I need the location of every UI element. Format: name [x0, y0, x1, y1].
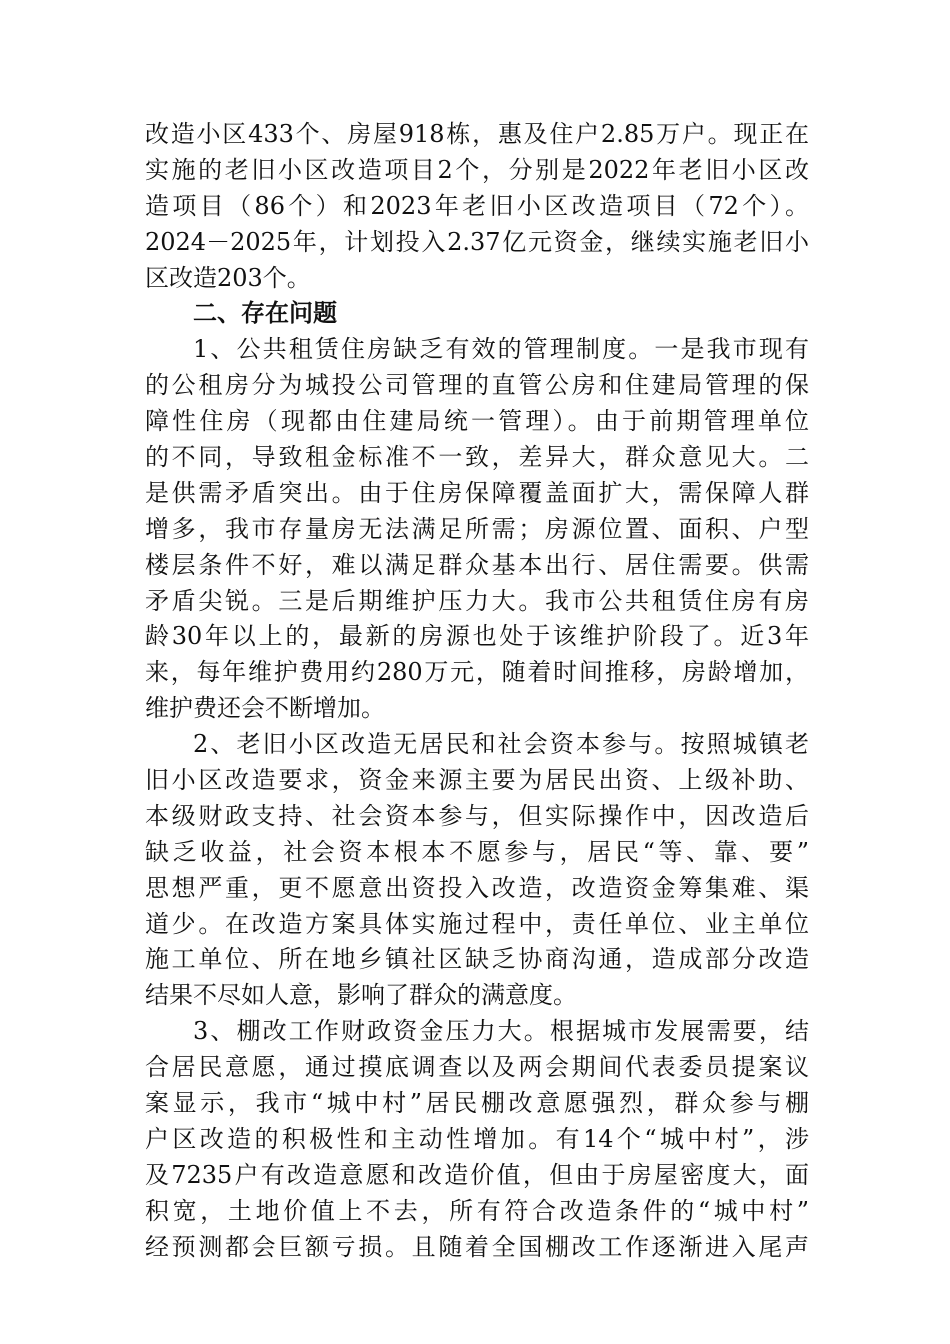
text-line: 施工单位、所在地乡镇社区缺乏协商沟通，造成部分改造: [145, 945, 809, 974]
text-line: 来，每年维护费用约280万元，随着时间推移，房龄增加，: [145, 658, 809, 687]
section-heading: 二、存在问题: [193, 299, 337, 328]
text-line: 旧小区改造要求，资金来源主要为居民出资、上级补助、: [145, 766, 809, 795]
text-line: 思想严重，更不愿意出资投入改造，改造资金筹集难、渠: [145, 873, 809, 902]
text-line: 增多，我市存量房无法满足所需；房源位置、面积、户型: [145, 514, 809, 543]
text-line: 本级财政支持、社会资本参与，但实际操作中，因改造后: [145, 801, 809, 830]
text-line: 是供需矛盾突出。由于住房保障覆盖面扩大，需保障人群: [145, 478, 809, 507]
text-line: 的不同，导致租金标准不一致，差异大，群众意见大。二: [145, 443, 809, 472]
text-line: 道少。在改造方案具体实施过程中，责任单位、业主单位: [145, 909, 809, 938]
text-line: 的公租房分为城投公司管理的直管公房和住建局管理的保: [145, 371, 809, 400]
text-line: 缺乏收益，社会资本根本不愿参与，居民“等、靠、要”: [145, 837, 809, 866]
text-line: 经预测都会巨额亏损。且随着全国棚改工作逐渐进入尾声: [145, 1232, 809, 1261]
text-line: 案显示，我市“城中村”居民棚改意愿强烈，群众参与棚: [145, 1089, 809, 1118]
paragraph-first-line: 3、棚改工作财政资金压力大。根据城市发展需要，结: [193, 1017, 809, 1046]
text-line: 积宽，土地价值上不去，所有符合改造条件的“城中村”: [145, 1196, 809, 1225]
text-line: 障性住房（现都由住建局统一管理）。由于前期管理单位: [145, 407, 809, 436]
text-line: 区改造203个。: [145, 263, 311, 292]
text-line: 结果不尽如人意，影响了群众的满意度。: [145, 981, 577, 1010]
text-line: 2024－2025年，计划投入2.37亿元资金，继续实施老旧小: [145, 227, 809, 256]
paragraph-first-line: 2、老旧小区改造无居民和社会资本参与。按照城镇老: [193, 730, 809, 759]
text-line: 矛盾尖锐。三是后期维护压力大。我市公共租赁住房有房: [145, 586, 809, 615]
text-line: 改造小区433个、房屋918栋，惠及住户2.85万户。现正在: [145, 120, 809, 148]
text-line: 合居民意愿，通过摸底调查以及两会期间代表委员提案议: [145, 1053, 809, 1082]
text-line: 维护费还会不断增加。: [145, 694, 385, 723]
text-line: 实施的老旧小区改造项目2个，分别是2022年老旧小区改: [145, 155, 809, 184]
text-line: 造项目（86个）和2023年老旧小区改造项目（72个）。: [145, 191, 809, 220]
text-line: 龄30年以上的，最新的房源也处于该维护阶段了。近3年: [145, 622, 809, 651]
text-line: 户区改造的积极性和主动性增加。有14个“城中村”，涉: [145, 1124, 809, 1153]
paragraph-first-line: 1、公共租赁住房缺乏有效的管理制度。一是我市现有: [193, 335, 809, 364]
text-line: 楼层条件不好，难以满足群众基本出行、居住需要。供需: [145, 550, 809, 579]
text-line: 及7235户有改造意愿和改造价值，但由于房屋密度大，面: [145, 1160, 809, 1189]
body-text: [145, 117, 809, 1266]
